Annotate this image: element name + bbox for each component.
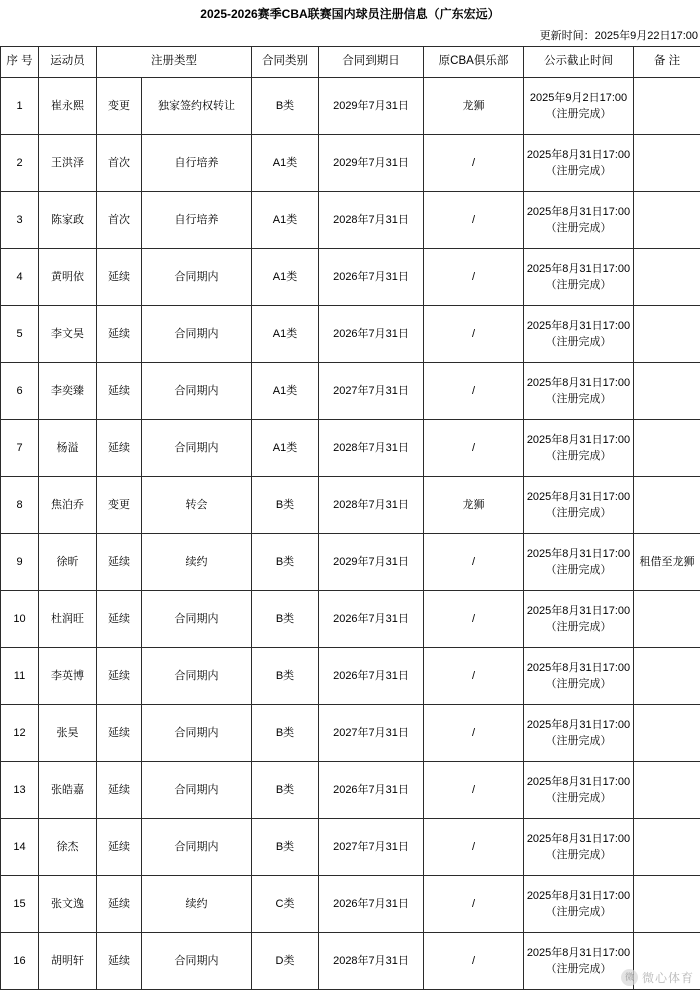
cell-note xyxy=(634,648,700,705)
cell-registration-detail: 合同期内 xyxy=(142,363,252,420)
column-header-player: 运动员 xyxy=(39,47,97,78)
cell-registration-detail: 合同期内 xyxy=(142,249,252,306)
cell-registration-type: 延续 xyxy=(97,933,142,990)
cell-contract-class: B类 xyxy=(252,78,319,135)
cell-seq: 15 xyxy=(1,876,39,933)
deadline-date: 2025年8月31日17:00 xyxy=(525,204,632,221)
cell-player-name: 张皓嘉 xyxy=(39,762,97,819)
cell-registration-type: 延续 xyxy=(97,534,142,591)
cell-contract-class: B类 xyxy=(252,534,319,591)
deadline-date: 2025年8月31日17:00 xyxy=(525,318,632,335)
cell-registration-type: 延续 xyxy=(97,648,142,705)
deadline-status: （注册完成） xyxy=(525,448,632,465)
cell-note xyxy=(634,192,700,249)
watermark-text: 微心体育 xyxy=(642,969,694,986)
cell-former-club: / xyxy=(424,762,524,819)
cell-registration-type: 首次 xyxy=(97,135,142,192)
cell-seq: 1 xyxy=(1,78,39,135)
column-header-contract-class: 合同类别 xyxy=(252,47,319,78)
cell-note xyxy=(634,249,700,306)
cell-publicity-deadline xyxy=(524,306,634,363)
table-row xyxy=(1,249,700,306)
cell-registration-detail: 合同期内 xyxy=(142,819,252,876)
cell-contract-expiry: 2028年7月31日 xyxy=(319,933,424,990)
cell-note xyxy=(634,477,700,534)
cell-former-club: / xyxy=(424,135,524,192)
cell-former-club: / xyxy=(424,933,524,990)
cell-contract-expiry: 2028年7月31日 xyxy=(319,477,424,534)
cell-registration-detail: 续约 xyxy=(142,876,252,933)
cell-registration-detail: 合同期内 xyxy=(142,762,252,819)
cell-publicity-deadline xyxy=(524,420,634,477)
cell-player-name: 胡明轩 xyxy=(39,933,97,990)
deadline-status: （注册完成） xyxy=(525,562,632,579)
cell-contract-expiry: 2029年7月31日 xyxy=(319,78,424,135)
cell-seq: 3 xyxy=(1,192,39,249)
cell-former-club: 龙狮 xyxy=(424,477,524,534)
cell-note xyxy=(634,420,700,477)
cell-former-club: / xyxy=(424,249,524,306)
cell-player-name: 徐昕 xyxy=(39,534,97,591)
cell-contract-class: A1类 xyxy=(252,306,319,363)
deadline-date: 2025年8月31日17:00 xyxy=(525,717,632,734)
deadline-date: 2025年8月31日17:00 xyxy=(525,888,632,905)
cell-seq: 16 xyxy=(1,933,39,990)
cell-note xyxy=(634,819,700,876)
cell-player-name: 黄明依 xyxy=(39,249,97,306)
cell-contract-class: C类 xyxy=(252,876,319,933)
cell-registration-type: 延续 xyxy=(97,876,142,933)
cell-registration-detail: 独家签约权转让 xyxy=(142,78,252,135)
cell-publicity-deadline xyxy=(524,705,634,762)
cell-contract-class: A1类 xyxy=(252,192,319,249)
cell-contract-expiry: 2029年7月31日 xyxy=(319,135,424,192)
cell-former-club: / xyxy=(424,591,524,648)
cell-contract-class: A1类 xyxy=(252,135,319,192)
cell-registration-type: 延续 xyxy=(97,363,142,420)
cell-publicity-deadline xyxy=(524,819,634,876)
cell-player-name: 王洪泽 xyxy=(39,135,97,192)
cell-contract-expiry: 2028年7月31日 xyxy=(319,420,424,477)
table-row xyxy=(1,648,700,705)
cell-registration-type: 变更 xyxy=(97,477,142,534)
cell-seq: 14 xyxy=(1,819,39,876)
column-header-registration-type: 注册类型 xyxy=(97,47,252,78)
cell-publicity-deadline xyxy=(524,363,634,420)
deadline-status: （注册完成） xyxy=(525,505,632,522)
cell-contract-class: A1类 xyxy=(252,420,319,477)
cell-player-name: 杨溢 xyxy=(39,420,97,477)
cell-publicity-deadline xyxy=(524,192,634,249)
deadline-date: 2025年8月31日17:00 xyxy=(525,945,632,962)
deadline-date: 2025年8月31日17:00 xyxy=(525,603,632,620)
deadline-date: 2025年8月31日17:00 xyxy=(525,546,632,563)
cell-publicity-deadline xyxy=(524,591,634,648)
cell-seq: 10 xyxy=(1,591,39,648)
cell-registration-detail: 合同期内 xyxy=(142,306,252,363)
cell-contract-expiry: 2026年7月31日 xyxy=(319,249,424,306)
deadline-status: （注册完成） xyxy=(525,391,632,408)
column-header-seq: 序 号 xyxy=(1,47,39,78)
cell-seq: 2 xyxy=(1,135,39,192)
cell-note: 租借至龙狮 xyxy=(634,534,700,591)
cell-publicity-deadline xyxy=(524,534,634,591)
cell-contract-expiry: 2026年7月31日 xyxy=(319,648,424,705)
cell-contract-class: B类 xyxy=(252,648,319,705)
cell-former-club: / xyxy=(424,819,524,876)
cell-contract-expiry: 2026年7月31日 xyxy=(319,762,424,819)
cell-former-club: / xyxy=(424,648,524,705)
cell-registration-type: 延续 xyxy=(97,420,142,477)
watermark-logo-icon: 微 xyxy=(621,969,638,986)
deadline-status: （注册完成） xyxy=(525,334,632,351)
cell-seq: 8 xyxy=(1,477,39,534)
cell-seq: 4 xyxy=(1,249,39,306)
table-row xyxy=(1,534,700,591)
cell-seq: 5 xyxy=(1,306,39,363)
page-title: 2025-2026赛季CBA联赛国内球员注册信息（广东宏远） xyxy=(0,0,700,25)
deadline-date: 2025年8月31日17:00 xyxy=(525,774,632,791)
column-header-contract-expiry: 合同到期日 xyxy=(319,47,424,78)
cell-former-club: / xyxy=(424,420,524,477)
cell-former-club: / xyxy=(424,306,524,363)
deadline-date: 2025年8月31日17:00 xyxy=(525,489,632,506)
cell-registration-type: 首次 xyxy=(97,192,142,249)
deadline-status: （注册完成） xyxy=(525,619,632,636)
deadline-date: 2025年8月31日17:00 xyxy=(525,831,632,848)
cell-contract-class: B类 xyxy=(252,705,319,762)
table-row xyxy=(1,933,700,990)
cell-player-name: 李文昊 xyxy=(39,306,97,363)
table-row xyxy=(1,363,700,420)
cell-former-club: / xyxy=(424,876,524,933)
column-header-former-club: 原CBA俱乐部 xyxy=(424,47,524,78)
cell-former-club: / xyxy=(424,534,524,591)
table-row xyxy=(1,135,700,192)
cell-registration-detail: 自行培养 xyxy=(142,192,252,249)
cell-contract-expiry: 2027年7月31日 xyxy=(319,363,424,420)
cell-contract-class: B类 xyxy=(252,819,319,876)
cell-registration-type: 延续 xyxy=(97,249,142,306)
cell-registration-type: 变更 xyxy=(97,78,142,135)
cell-publicity-deadline xyxy=(524,78,634,135)
table-row xyxy=(1,420,700,477)
cell-publicity-deadline xyxy=(524,933,634,990)
deadline-status: （注册完成） xyxy=(525,220,632,237)
cell-seq: 7 xyxy=(1,420,39,477)
table-row xyxy=(1,477,700,534)
cell-note xyxy=(634,705,700,762)
cell-player-name: 李英博 xyxy=(39,648,97,705)
cell-publicity-deadline xyxy=(524,762,634,819)
cell-registration-type: 延续 xyxy=(97,762,142,819)
cell-contract-class: D类 xyxy=(252,933,319,990)
cell-registration-type: 延续 xyxy=(97,591,142,648)
cell-contract-expiry: 2029年7月31日 xyxy=(319,534,424,591)
cell-publicity-deadline xyxy=(524,477,634,534)
deadline-date: 2025年8月31日17:00 xyxy=(525,261,632,278)
cell-contract-expiry: 2026年7月31日 xyxy=(319,306,424,363)
deadline-date: 2025年9月2日17:00 xyxy=(525,90,632,107)
cell-contract-class: B类 xyxy=(252,762,319,819)
table-row xyxy=(1,705,700,762)
deadline-status: （注册完成） xyxy=(525,277,632,294)
deadline-date: 2025年8月31日17:00 xyxy=(525,375,632,392)
cell-note xyxy=(634,762,700,819)
cell-publicity-deadline xyxy=(524,249,634,306)
deadline-status: （注册完成） xyxy=(525,790,632,807)
cell-note xyxy=(634,306,700,363)
cell-seq: 6 xyxy=(1,363,39,420)
cell-seq: 12 xyxy=(1,705,39,762)
cell-player-name: 焦泊乔 xyxy=(39,477,97,534)
cell-registration-detail: 合同期内 xyxy=(142,933,252,990)
cell-registration-type: 延续 xyxy=(97,705,142,762)
cell-player-name: 崔永熙 xyxy=(39,78,97,135)
cell-former-club: / xyxy=(424,363,524,420)
cell-contract-class: B类 xyxy=(252,591,319,648)
deadline-date: 2025年8月31日17:00 xyxy=(525,432,632,449)
cell-former-club: / xyxy=(424,705,524,762)
cell-note xyxy=(634,363,700,420)
deadline-status: （注册完成） xyxy=(525,961,632,978)
deadline-status: （注册完成） xyxy=(525,106,632,123)
cell-contract-expiry: 2027年7月31日 xyxy=(319,819,424,876)
column-header-note: 备 注 xyxy=(634,47,700,78)
cell-player-name: 徐杰 xyxy=(39,819,97,876)
table-row xyxy=(1,306,700,363)
cell-publicity-deadline xyxy=(524,135,634,192)
cell-note xyxy=(634,78,700,135)
cell-contract-expiry: 2028年7月31日 xyxy=(319,192,424,249)
cell-former-club: 龙狮 xyxy=(424,78,524,135)
cell-player-name: 李奕臻 xyxy=(39,363,97,420)
cell-player-name: 陈家政 xyxy=(39,192,97,249)
update-time-label: 更新时间：2025年9月22日17:00 xyxy=(0,25,700,46)
cell-player-name: 杜润旺 xyxy=(39,591,97,648)
cell-registration-detail: 合同期内 xyxy=(142,420,252,477)
cell-contract-expiry: 2026年7月31日 xyxy=(319,876,424,933)
cell-contract-expiry: 2026年7月31日 xyxy=(319,591,424,648)
cell-contract-class: A1类 xyxy=(252,363,319,420)
cell-note xyxy=(634,591,700,648)
deadline-date: 2025年8月31日17:00 xyxy=(525,660,632,677)
cell-former-club: / xyxy=(424,192,524,249)
cell-registration-detail: 自行培养 xyxy=(142,135,252,192)
cell-registration-detail: 合同期内 xyxy=(142,648,252,705)
deadline-status: （注册完成） xyxy=(525,733,632,750)
cell-seq: 11 xyxy=(1,648,39,705)
deadline-status: （注册完成） xyxy=(525,676,632,693)
cell-note xyxy=(634,933,700,990)
deadline-status: （注册完成） xyxy=(525,904,632,921)
cell-registration-detail: 合同期内 xyxy=(142,591,252,648)
cell-seq: 9 xyxy=(1,534,39,591)
table-row xyxy=(1,78,700,135)
cell-note xyxy=(634,135,700,192)
cell-registration-detail: 转会 xyxy=(142,477,252,534)
cell-publicity-deadline xyxy=(524,648,634,705)
deadline-date: 2025年8月31日17:00 xyxy=(525,147,632,164)
cell-registration-type: 延续 xyxy=(97,819,142,876)
cell-contract-class: A1类 xyxy=(252,249,319,306)
table-row xyxy=(1,762,700,819)
cell-contract-expiry: 2027年7月31日 xyxy=(319,705,424,762)
table-header-row xyxy=(1,47,700,78)
cell-registration-detail: 续约 xyxy=(142,534,252,591)
cell-contract-class: B类 xyxy=(252,477,319,534)
cell-player-name: 张昊 xyxy=(39,705,97,762)
registration-table xyxy=(0,46,700,990)
cell-seq: 13 xyxy=(1,762,39,819)
cell-registration-type: 延续 xyxy=(97,306,142,363)
table-row xyxy=(1,192,700,249)
table-row xyxy=(1,819,700,876)
column-header-publicity-deadline: 公示截止时间 xyxy=(524,47,634,78)
cell-registration-detail: 合同期内 xyxy=(142,705,252,762)
table-row xyxy=(1,591,700,648)
deadline-status: （注册完成） xyxy=(525,847,632,864)
cell-player-name: 张文逸 xyxy=(39,876,97,933)
deadline-status: （注册完成） xyxy=(525,163,632,180)
table-body xyxy=(1,78,700,990)
